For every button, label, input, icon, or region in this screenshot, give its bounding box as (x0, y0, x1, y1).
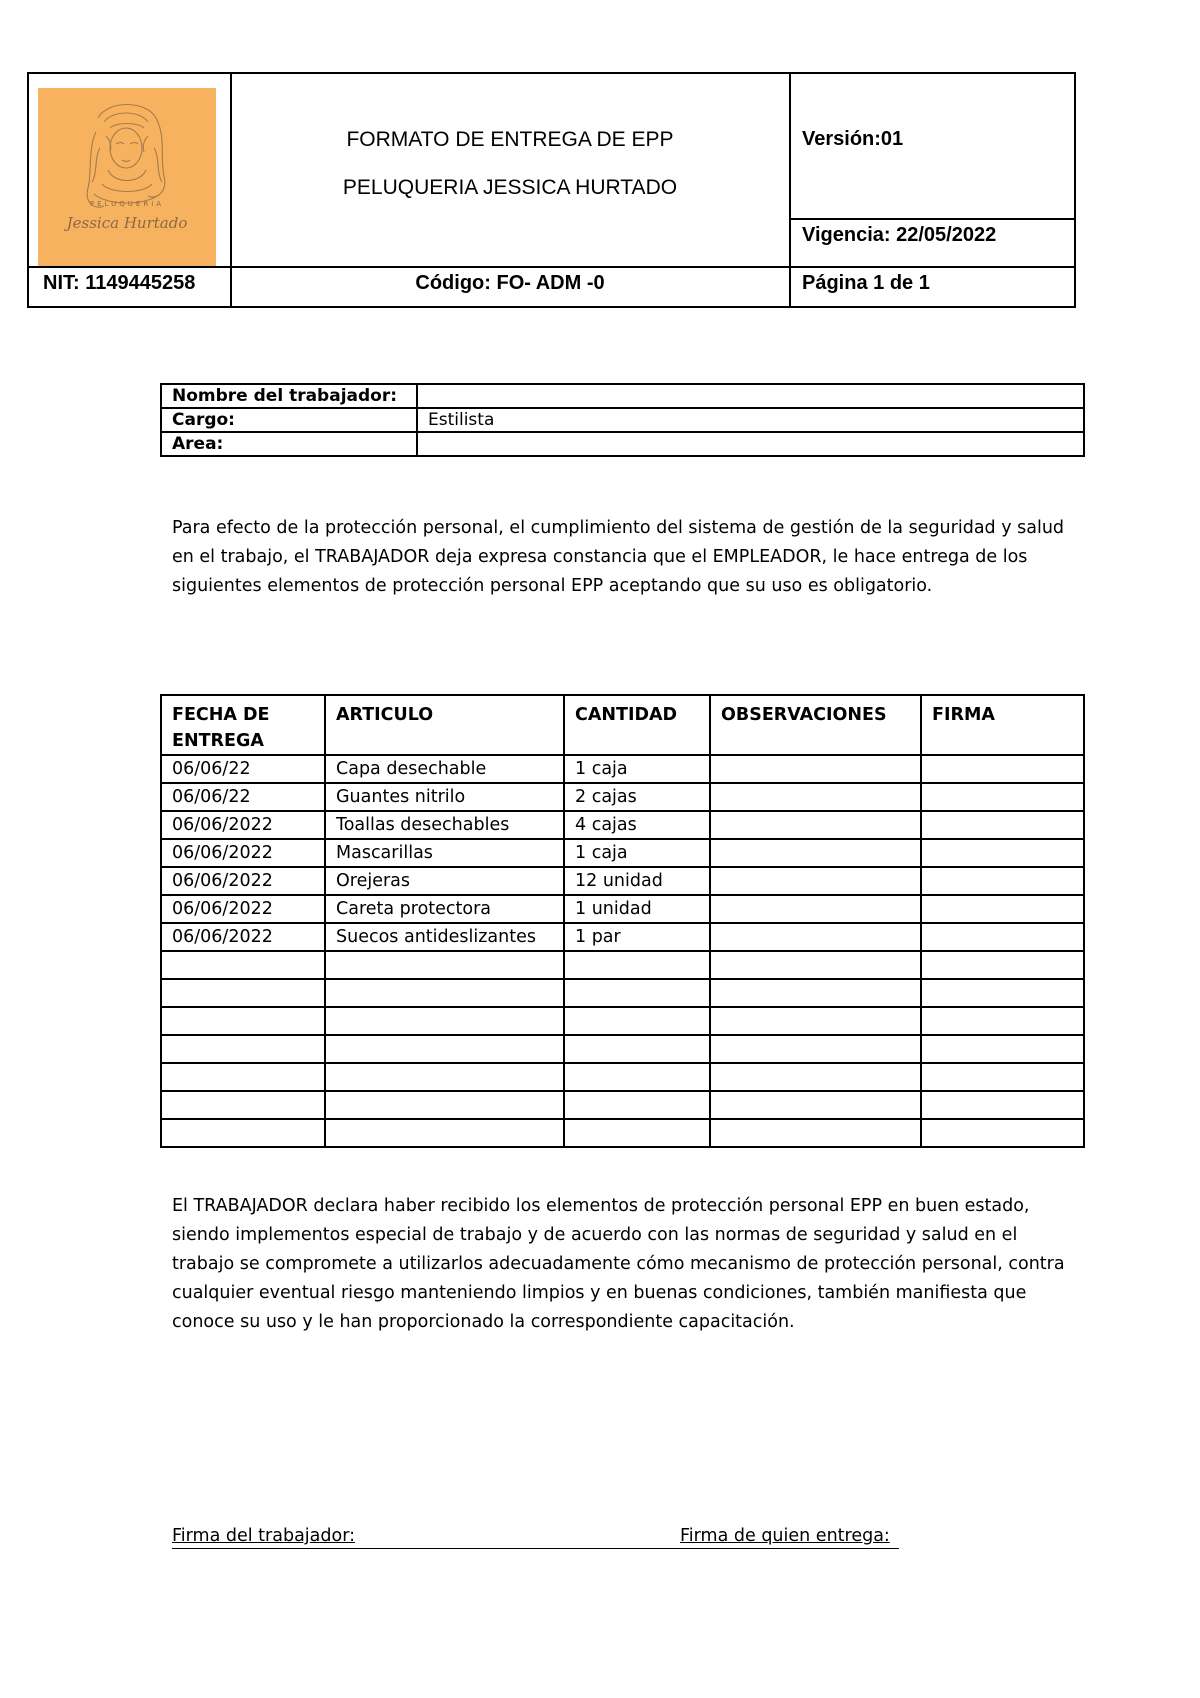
firma-cell[interactable] (921, 895, 1084, 923)
articulo-cell[interactable]: Suecos antideslizantes (325, 923, 564, 951)
observaciones-cell[interactable] (710, 839, 921, 867)
cantidad-cell[interactable]: 4 cajas (564, 811, 710, 839)
observaciones-cell[interactable] (710, 1007, 921, 1035)
observaciones-cell[interactable] (710, 1063, 921, 1091)
articulo-cell[interactable]: Mascarillas (325, 839, 564, 867)
cantidad-cell[interactable]: 1 par (564, 923, 710, 951)
observaciones-cell[interactable] (710, 1091, 921, 1119)
nit-label: NIT: 1149445258 (43, 272, 196, 294)
worker-name-field[interactable] (417, 384, 1084, 408)
document-header (27, 72, 1076, 308)
table-row (161, 923, 1084, 951)
document-title: FORMATO DE ENTREGA DE EPP (346, 128, 674, 151)
table-row (161, 1091, 1084, 1119)
firma-cell[interactable] (921, 1063, 1084, 1091)
column-header-firma: FIRMA (921, 695, 1084, 755)
fecha-cell[interactable]: 06/06/22 (161, 783, 325, 811)
firma-cell[interactable] (921, 951, 1084, 979)
articulo-cell[interactable]: Careta protectora (325, 895, 564, 923)
table-row (161, 839, 1084, 867)
observaciones-cell[interactable] (710, 895, 921, 923)
fecha-cell[interactable]: 06/06/2022 (161, 867, 325, 895)
articulo-cell[interactable]: Toallas desechables (325, 811, 564, 839)
observaciones-cell[interactable] (710, 867, 921, 895)
column-header-fecha: FECHA DE ENTREGA (161, 695, 325, 755)
worker-signature-label: Firma del trabajador: (172, 1526, 355, 1546)
salon-logo-icon (38, 88, 216, 266)
firma-cell[interactable] (921, 1119, 1084, 1147)
declaration-paragraph: El TRABAJADOR declara haber recibido los elementos de protección personal EPP en buen estado, siendo implementos especial de trabajo y de acuerdo con las normas de seguridad y salud en el trabajo se compromete a utilizarlos adecuadamente cómo mecanismo de protección personal, contra cualquier eventual riesgo manteniendo limpios y en buenas condiciones, también manifiesta que conoce su uso y le han proporcionado la correspondiente capacitación. (172, 1196, 1065, 1332)
observaciones-cell[interactable] (710, 979, 921, 1007)
articulo-cell[interactable]: Orejeras (325, 867, 564, 895)
intro-paragraph: Para efecto de la protección personal, el cumplimiento del sistema de gestión de la seguridad y salud en el trabajo, el TRABAJADOR deja expresa constancia que el EMPLEADOR, le hace entrega de los siguientes elementos de protección personal EPP aceptando que su uso es obligatorio. (172, 518, 1065, 596)
observaciones-cell[interactable] (710, 783, 921, 811)
column-header-observaciones: OBSERVACIONES (710, 695, 921, 755)
articulo-cell[interactable] (325, 979, 564, 1007)
observaciones-cell[interactable] (710, 811, 921, 839)
epp-delivery-table (160, 694, 1085, 1148)
header-divider (29, 266, 1074, 268)
cantidad-cell[interactable]: 1 caja (564, 839, 710, 867)
version-label: Versión:01 (802, 128, 904, 150)
firma-cell[interactable] (921, 979, 1084, 1007)
firma-cell[interactable] (921, 923, 1084, 951)
fecha-cell[interactable] (161, 1063, 325, 1091)
codigo-label: Código: FO- ADM -0 (415, 272, 605, 294)
fecha-cell[interactable] (161, 951, 325, 979)
fecha-cell[interactable]: 06/06/2022 (161, 923, 325, 951)
observaciones-cell[interactable] (710, 1035, 921, 1063)
table-row (161, 1063, 1084, 1091)
table-row (161, 1119, 1084, 1147)
table-header-row (161, 695, 1084, 755)
articulo-cell[interactable]: Capa desechable (325, 755, 564, 783)
column-header-cantidad: CANTIDAD (564, 695, 710, 755)
fecha-cell[interactable]: 06/06/2022 (161, 839, 325, 867)
table-row (161, 811, 1084, 839)
worker-info-row (161, 408, 1084, 432)
observaciones-cell[interactable] (710, 755, 921, 783)
worker-cargo-label: Cargo: (161, 408, 417, 432)
logo-caption: PELUQUERIA (89, 200, 165, 208)
fecha-cell[interactable] (161, 1007, 325, 1035)
articulo-cell[interactable] (325, 951, 564, 979)
cantidad-cell[interactable]: 1 unidad (564, 895, 710, 923)
deliverer-signature-label: Firma de quien entrega: (680, 1526, 890, 1546)
column-header-articulo: ARTICULO (325, 695, 564, 755)
firma-cell[interactable] (921, 811, 1084, 839)
worker-info-row (161, 432, 1084, 456)
worker-area-field[interactable] (417, 432, 1084, 456)
worker-cargo-field[interactable]: Estilista (417, 408, 1084, 432)
articulo-cell[interactable] (325, 1035, 564, 1063)
table-row (161, 1035, 1084, 1063)
vigencia-label: Vigencia: 22/05/2022 (802, 224, 997, 246)
logo-script: Jessica Hurtado (66, 214, 188, 232)
cantidad-cell[interactable] (564, 1119, 710, 1147)
cantidad-cell[interactable] (564, 951, 710, 979)
worker-info-table (160, 383, 1085, 457)
table-row (161, 783, 1084, 811)
articulo-cell[interactable] (325, 1063, 564, 1091)
articulo-cell[interactable]: Guantes nitrilo (325, 783, 564, 811)
table-row (161, 755, 1084, 783)
table-row (161, 979, 1084, 1007)
articulo-cell[interactable] (325, 1007, 564, 1035)
observaciones-cell[interactable] (710, 951, 921, 979)
worker-info-row (161, 384, 1084, 408)
articulo-cell[interactable] (325, 1091, 564, 1119)
firma-cell[interactable] (921, 783, 1084, 811)
table-row (161, 951, 1084, 979)
observaciones-cell[interactable] (710, 1119, 921, 1147)
table-row (161, 895, 1084, 923)
fecha-cell[interactable]: 06/06/22 (161, 755, 325, 783)
signature-line[interactable] (172, 1548, 899, 1549)
cantidad-cell[interactable]: 2 cajas (564, 783, 710, 811)
cantidad-cell[interactable]: 12 unidad (564, 867, 710, 895)
worker-area-label: Area: (161, 432, 417, 456)
firma-cell[interactable] (921, 1091, 1084, 1119)
company-name: PELUQUERIA JESSICA HURTADO (342, 176, 678, 199)
firma-cell[interactable] (921, 755, 1084, 783)
fecha-cell[interactable]: 06/06/2022 (161, 895, 325, 923)
observaciones-cell[interactable] (710, 923, 921, 951)
firma-cell[interactable] (921, 1007, 1084, 1035)
cantidad-cell[interactable] (564, 1035, 710, 1063)
worker-name-label: Nombre del trabajador: (161, 384, 417, 408)
firma-cell[interactable] (921, 839, 1084, 867)
pagina-label: Página 1 de 1 (802, 272, 930, 294)
fecha-cell[interactable]: 06/06/2022 (161, 811, 325, 839)
header-divider (789, 74, 791, 306)
fecha-cell[interactable] (161, 1035, 325, 1063)
table-row (161, 867, 1084, 895)
cantidad-cell[interactable]: 1 caja (564, 755, 710, 783)
firma-cell[interactable] (921, 867, 1084, 895)
firma-cell[interactable] (921, 1035, 1084, 1063)
cantidad-cell[interactable] (564, 1063, 710, 1091)
fecha-cell[interactable] (161, 979, 325, 1007)
fecha-cell[interactable] (161, 1119, 325, 1147)
cantidad-cell[interactable] (564, 1007, 710, 1035)
cantidad-cell[interactable] (564, 1091, 710, 1119)
header-divider (789, 218, 1074, 220)
cantidad-cell[interactable] (564, 979, 710, 1007)
fecha-cell[interactable] (161, 1091, 325, 1119)
table-row (161, 1007, 1084, 1035)
articulo-cell[interactable] (325, 1119, 564, 1147)
